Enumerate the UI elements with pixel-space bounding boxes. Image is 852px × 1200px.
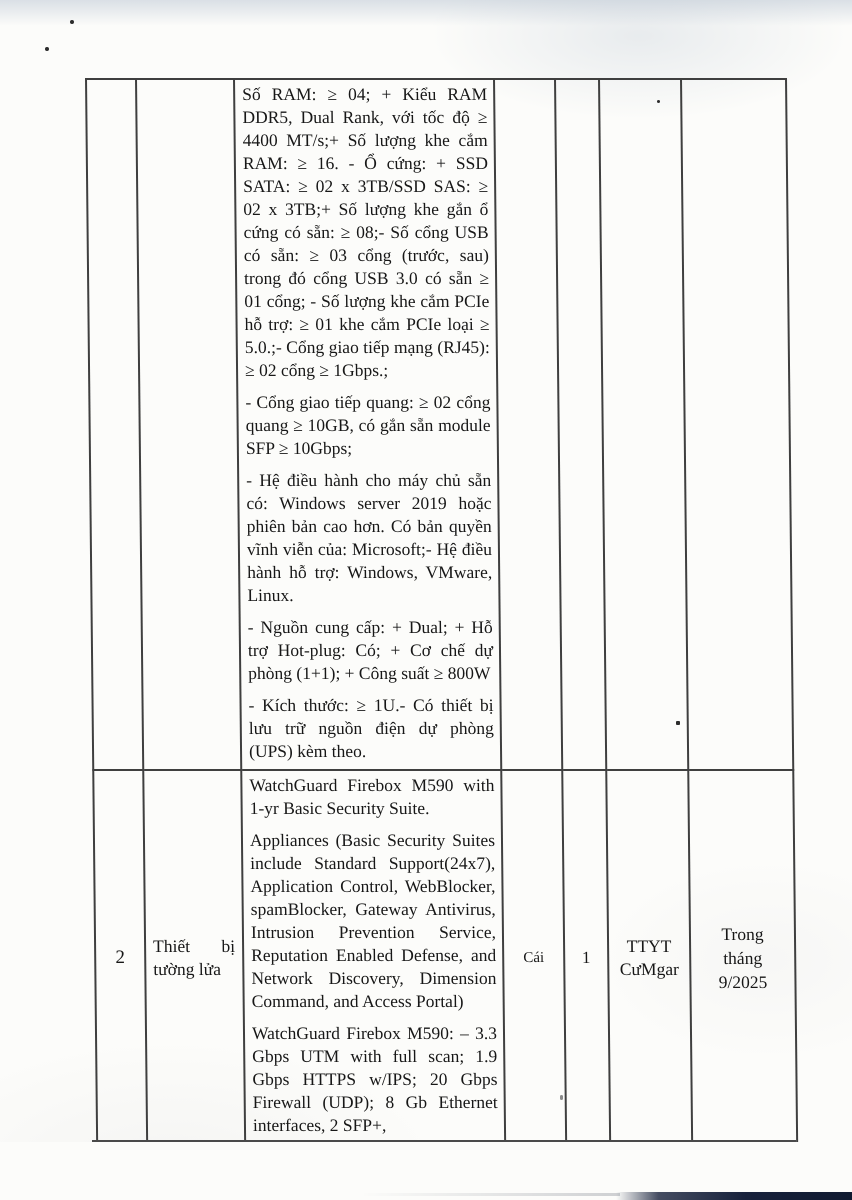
ink-speck <box>45 47 49 51</box>
cell-specs-2 <box>241 770 507 1200</box>
cell-qty-2 <box>562 770 612 1200</box>
item-quantity: 1 <box>581 948 591 967</box>
table-row-item1-continued <box>86 79 793 770</box>
scan-shadow <box>360 1193 620 1196</box>
spec-paragraph: Appliances (Basic Security Suites include Standard Support(24x7), Application Control, WebBlocker, spamBlocker, Gateway Antivirus, Intrusion Prevention Service, Reputation Enabled Defense, and Network Discovery, Dimension Command, and Access Portal) <box>249 830 497 1011</box>
spec-paragraph: WatchGuard Firebox M590: – 3.3 Gbps UTM with full scan; 1.9 Gbps HTTPS w/IPS; 20 Gbps Firewall (UDP); 8 Gb Ethernet interfaces, 2 SFP+, <box>251 1023 498 1135</box>
scan-edge-bar <box>616 1192 852 1200</box>
cell-time-2 <box>688 770 799 1200</box>
cell-provider-1 <box>599 79 688 770</box>
spec-paragraph: Số RAM: ≥ 04; + Kiểu RAM DDR5, Dual Rank, với tốc độ ≥ 4400 MT/s;+ Số lượng khe cắm RAM: ≥ 16. - Ổ cứng: + SSD SATA: ≥ 02 x 3TB/SSD SAS: ≥ 02 x 3TB;+ Số lượng khe gắn ổ cứng có sẵn: ≥ 08;- Số cổng USB có sẵn: ≥ 03 cổng (trước, sau) trong đó cổng USB 3.0 có sẵn ≥ 01 cổng; - Số lượng khe cắm PCIe hỗ trợ: ≥ 01 khe cắm PCIe loại ≥ 5.0.;- Cổng giao tiếp mạng (RJ45): ≥ 02 cổng ≥ 1Gbps.; <box>242 84 490 380</box>
cell-stt-1 <box>86 79 143 770</box>
cell-specs-1 <box>234 79 501 770</box>
cell-name-1 <box>136 79 241 770</box>
item-delivery-time: Trong tháng 9/2025 <box>718 924 768 992</box>
spec-paragraph: - Hệ điều hành cho máy chủ sẵn có: Windows server 2019 hoặc phiên bản cao hơn. Có bản quyền vĩnh viễn của: Microsoft;- Hệ điều hành hỗ trợ: Windows, VMware, Linux. <box>246 470 493 605</box>
table-row-item2 <box>93 770 799 1200</box>
equipment-spec-table <box>85 78 800 1200</box>
cell-qty-1 <box>555 79 606 770</box>
ink-speck <box>560 1095 563 1100</box>
cell-stt-2 <box>93 770 149 1200</box>
spec-paragraph: WatchGuard Firebox M590 with 1-yr Basic Security Suite. <box>249 775 495 818</box>
ink-speck <box>70 20 74 24</box>
spec-paragraph: - Nguồn cung cấp: + Dual; + Hỗ trợ Hot-plug: Có; + Cơ chế dự phòng (1+1); + Công suất ≥ 800W <box>247 617 494 683</box>
provider-line: TTYT <box>626 936 672 956</box>
item-provider <box>619 935 679 981</box>
spec-paragraph: - Cổng giao tiếp quang: ≥ 02 cổng quang ≥ 10GB, có gắn sẵn module SFP ≥ 10Gbps; <box>245 392 491 458</box>
cell-unit-2 <box>501 770 568 1200</box>
cell-time-1 <box>681 79 793 770</box>
item-unit: Cái <box>523 949 545 966</box>
spec-paragraph: - Kích thước: ≥ 1U.- Có thiết bị lưu trữ nguồn điện dự phòng (UPS) kèm theo. <box>248 695 494 761</box>
item-name: Thiết bị tường lửa <box>152 936 236 979</box>
ink-speck <box>676 721 680 725</box>
item-number: 2 <box>115 947 126 968</box>
cell-unit-1 <box>494 79 562 770</box>
page-bottom-cut-line <box>92 1140 796 1142</box>
cell-name-2 <box>143 770 247 1200</box>
ink-speck <box>657 100 660 103</box>
cell-provider-2 <box>606 770 694 1200</box>
scan-edge-tint <box>0 0 852 26</box>
provider-line: CưMgar <box>619 959 679 979</box>
